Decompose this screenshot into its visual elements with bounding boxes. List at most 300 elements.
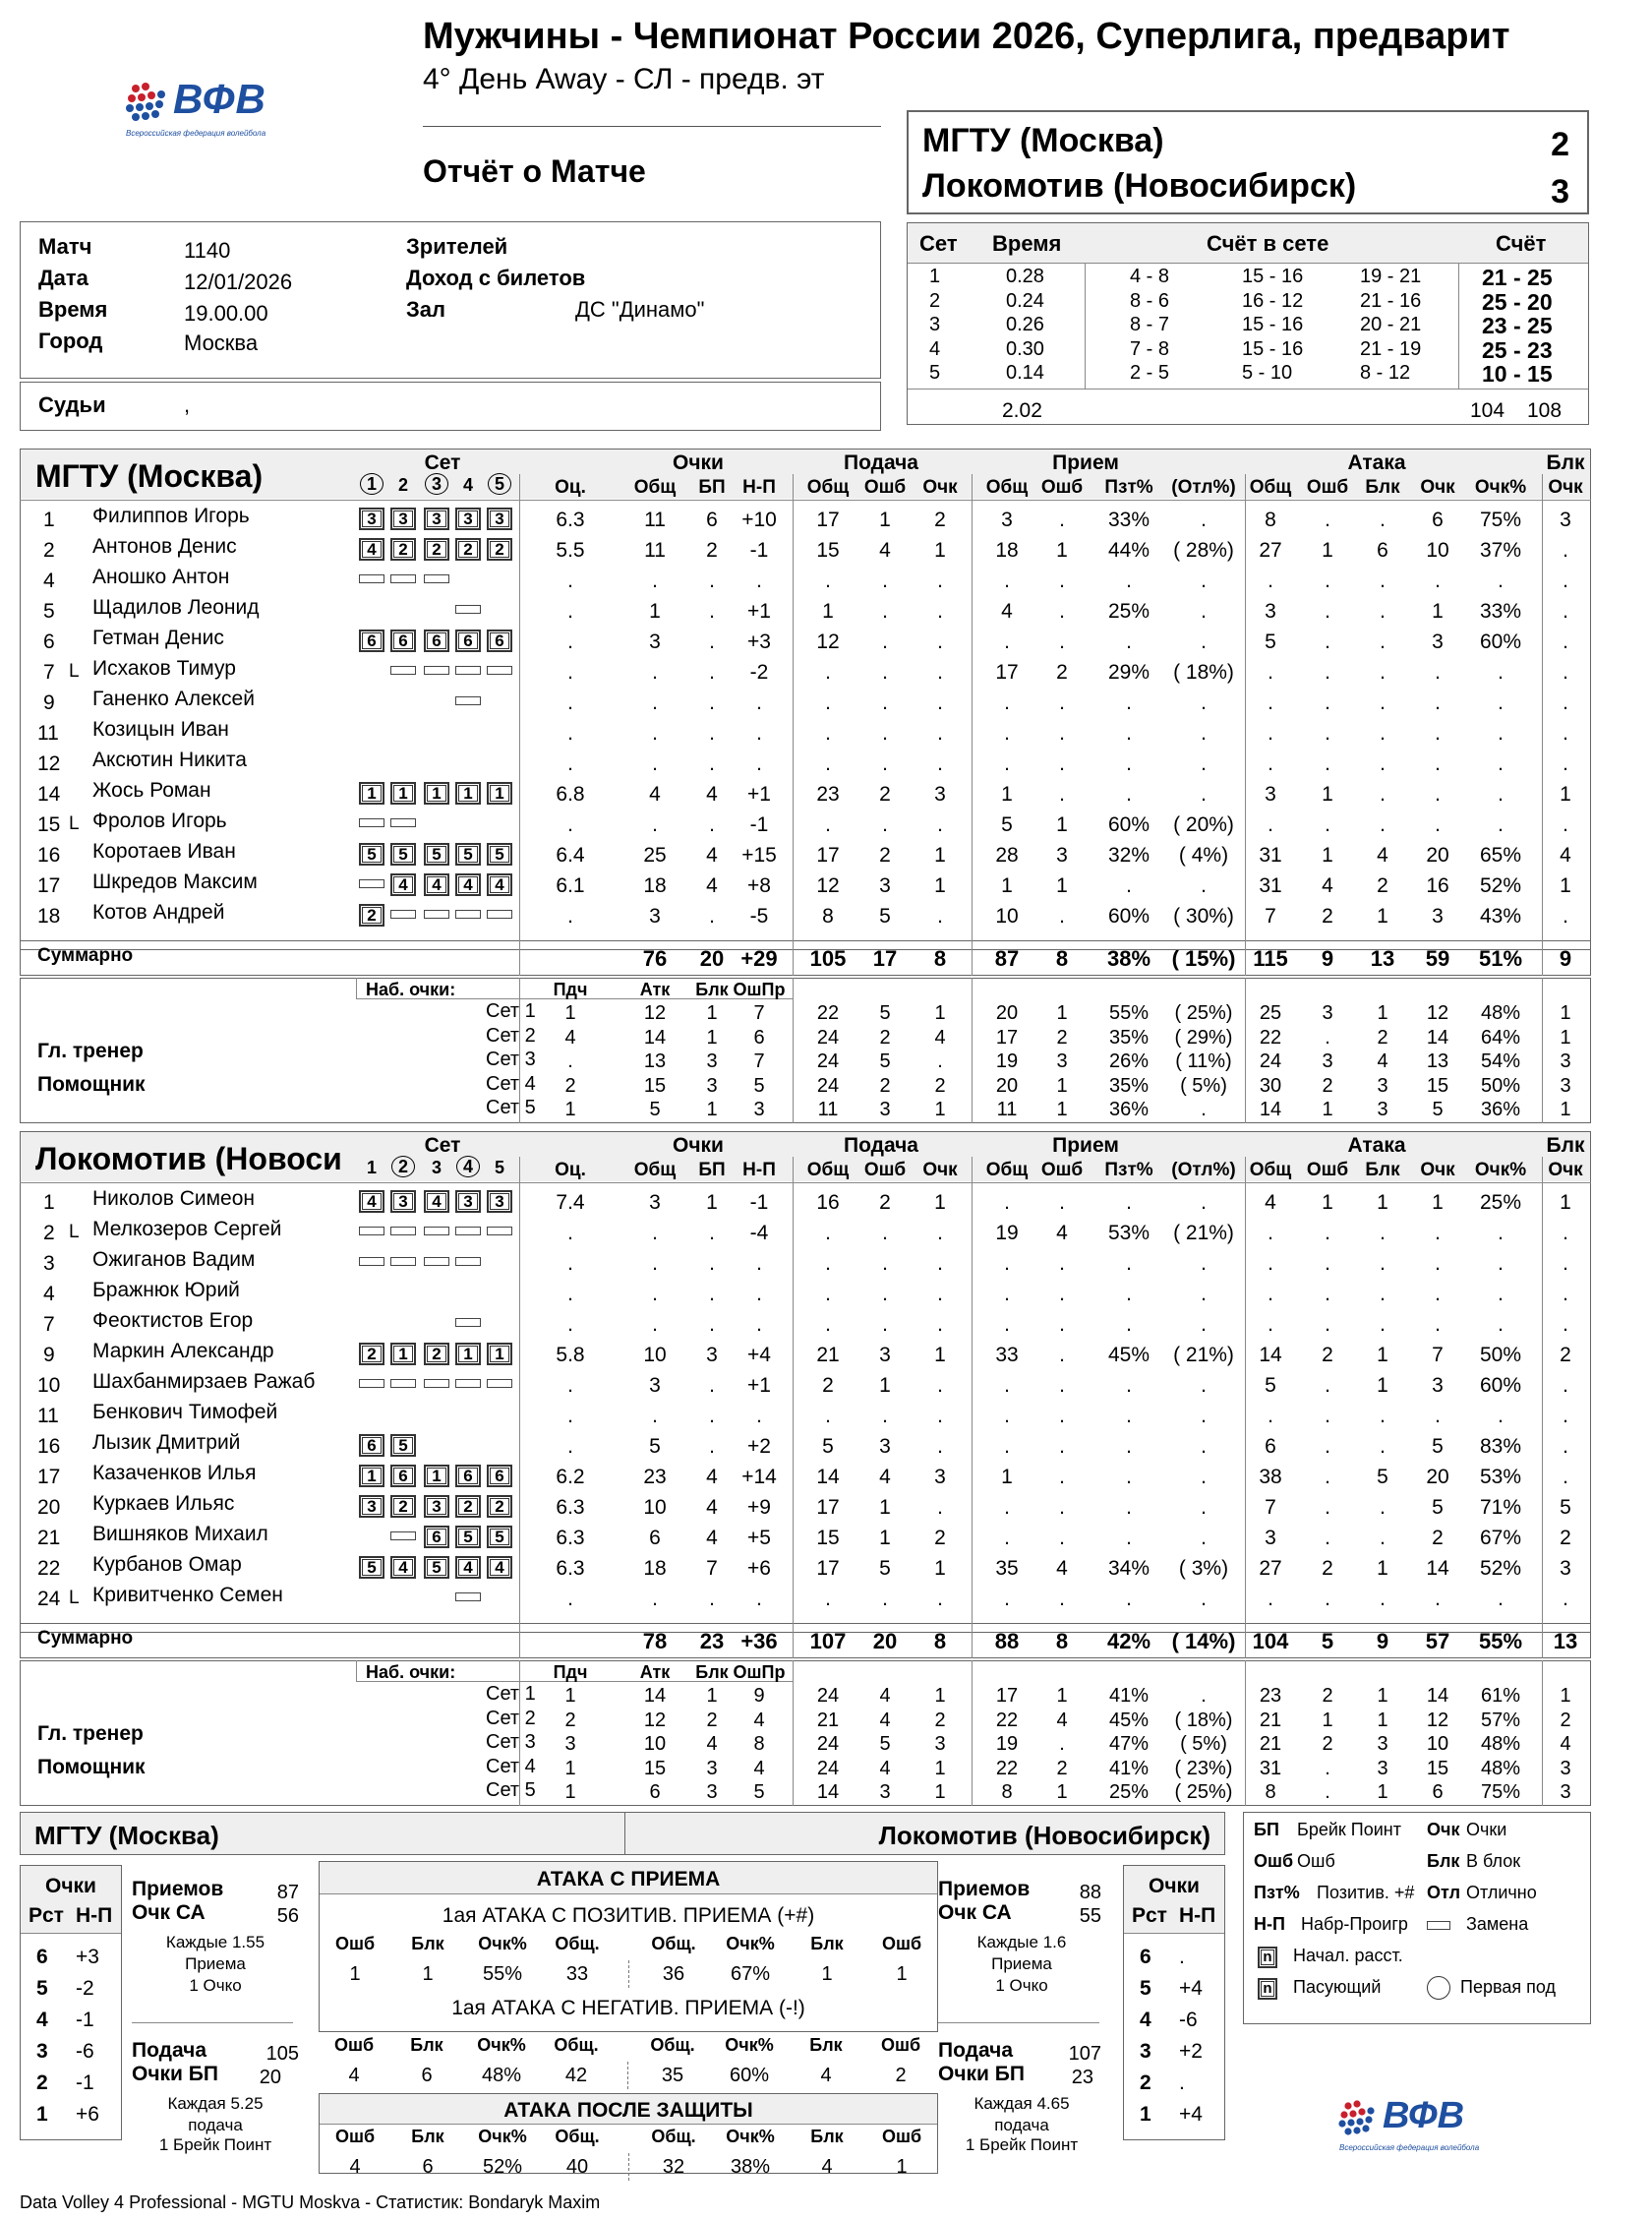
stat-cell: .: [882, 691, 888, 714]
player-name: Вишняков Михаил: [92, 1523, 268, 1545]
col-group: Атака: [1347, 451, 1406, 474]
legend-key: Н-П: [1254, 1914, 1285, 1934]
set-detail-cell: 3: [1377, 1757, 1388, 1779]
stat-cell: 5.8: [556, 1344, 585, 1366]
set-detail-cell: 8: [753, 1733, 765, 1755]
stat-cell: .: [1325, 570, 1330, 592]
set-detail-cell: 47%: [1108, 1733, 1150, 1755]
stat-cell: 32%: [1107, 844, 1150, 867]
set-detail-cell: 3: [1322, 1002, 1333, 1024]
sets-col-setscore: Счёт в сете: [1207, 231, 1329, 256]
set-score-21: 19 - 21: [1360, 266, 1422, 287]
header-line: [20, 1182, 1591, 1183]
stat-cell: .: [1380, 1435, 1386, 1458]
stat-cell: .: [709, 661, 715, 684]
set-detail-cell: 13: [1426, 1050, 1449, 1072]
start-position: 4: [359, 538, 384, 561]
stat-cell: .: [1435, 1222, 1441, 1244]
substitution-marker: [424, 574, 449, 583]
stat-cell: 28: [995, 844, 1019, 867]
set-detail-cell: 2: [1377, 1026, 1388, 1049]
stat-cell: .: [937, 813, 943, 836]
set-detail-cell: 5: [1432, 1099, 1444, 1120]
substitution-marker: [455, 910, 481, 919]
att-head: Блк: [411, 2127, 444, 2146]
set-detail-cell: 2: [1056, 1757, 1068, 1779]
total-cell: 20: [872, 1629, 898, 1653]
stat-cell: .: [882, 630, 888, 653]
rotation-np: +4: [1179, 2103, 1203, 2126]
set-detail-cell: .: [937, 1050, 943, 1072]
stat-cell: +1: [747, 600, 771, 623]
stat-cell: .: [1435, 752, 1441, 775]
col-divider: [793, 940, 794, 976]
stat-cell: .: [1201, 1496, 1207, 1519]
col-head: Общ: [985, 1160, 1029, 1180]
stat-cell: .: [1563, 1222, 1568, 1244]
stat-cell: .: [709, 1222, 715, 1244]
stat-cell: 18: [995, 539, 1019, 562]
stat-cell: 44%: [1107, 539, 1150, 562]
stat-cell: .: [937, 1252, 943, 1275]
set-detail-cell: 3: [1377, 1099, 1388, 1120]
set-detail-cell: 4: [879, 1709, 891, 1731]
stat-cell: .: [1059, 1252, 1065, 1275]
total-label: Суммарно: [37, 1628, 134, 1649]
stat-cell: .: [1201, 752, 1207, 775]
set-detail-cell: 3: [564, 1733, 576, 1755]
rotation-number: 1: [1140, 2103, 1151, 2126]
rotation-number: 4: [1140, 2009, 1151, 2031]
set-detail-cell: 22: [995, 1709, 1019, 1731]
set-detail-cell: 10: [643, 1733, 667, 1755]
col-head: Н-П: [742, 1160, 776, 1180]
stat-cell: .: [1268, 813, 1273, 836]
stat-cell: .: [1004, 1527, 1010, 1549]
set-detail-cell: 2: [934, 1709, 946, 1731]
stat-cell: 1: [879, 1527, 891, 1549]
stat-cell: ( 28%): [1173, 539, 1234, 562]
col-group: Подача: [843, 451, 918, 474]
away-rotation-points: [1123, 1865, 1225, 2140]
att-head: Ошб: [334, 2127, 376, 2146]
total-cell: 17: [872, 946, 898, 971]
stat-cell: .: [567, 1374, 573, 1397]
stat-cell: .: [756, 722, 762, 745]
set-detail-cell: 20: [995, 1002, 1019, 1024]
rotation-number: 3: [36, 2040, 48, 2063]
referees: [20, 382, 881, 431]
stat-cell: .: [1563, 1435, 1568, 1458]
stat-cell: 6.8: [556, 783, 585, 806]
col-head: БП: [698, 477, 726, 498]
stat-cell: +1: [747, 783, 771, 806]
stat-cell: .: [882, 1588, 888, 1610]
set-detail-cell: ( 25%): [1174, 1002, 1233, 1024]
start-position: 3: [424, 1495, 449, 1518]
stat-cell: 2: [1056, 661, 1068, 684]
stat-cell: .: [1380, 1313, 1386, 1336]
stat-cell: 3: [1001, 509, 1013, 531]
att-head: Общ.: [555, 2127, 600, 2146]
away-so-label: Очк СА: [938, 1901, 1012, 1924]
stat-cell: 7: [706, 1557, 718, 1580]
legend-text: Ошб: [1297, 1851, 1335, 1871]
col-head: Очк%: [1474, 477, 1527, 498]
start-position: 6: [487, 630, 512, 652]
set-detail-cell: 48%: [1480, 1002, 1521, 1024]
stat-cell: .: [1498, 722, 1504, 745]
set-detail-cell: 48%: [1480, 1757, 1521, 1779]
bp-head: Блк: [695, 980, 729, 999]
stat-cell: 1: [1001, 783, 1013, 806]
stat-cell: ( 21%): [1173, 1222, 1234, 1244]
col-divider: [519, 940, 520, 976]
stat-cell: 1: [1056, 874, 1068, 897]
stat-cell: 3: [1560, 509, 1571, 531]
set-detail-label: Сет 1: [486, 1000, 536, 1022]
stat-cell: 1: [649, 600, 661, 623]
substitution-marker: [455, 1592, 481, 1601]
substitution-marker: [390, 666, 416, 675]
stat-cell: .: [1201, 1283, 1207, 1305]
home-sideout-summary: [132, 1878, 299, 2154]
set-col-num: 3: [431, 1158, 442, 1177]
stat-cell: 52%: [1479, 1557, 1522, 1580]
total-cell: 76: [642, 946, 668, 971]
stat-cell: 6: [1432, 509, 1444, 531]
col-divider: [972, 940, 973, 976]
stat-cell: ( 30%): [1173, 905, 1234, 928]
set-detail-label: Сет 5: [486, 1097, 536, 1118]
player-name: Шахбанмирзаев Ражаб: [92, 1370, 316, 1393]
stat-cell: .: [1126, 1466, 1132, 1488]
set-detail-cell: ( 23%): [1174, 1757, 1233, 1779]
set-detail-cell: 31: [1259, 1757, 1282, 1779]
total-label: Суммарно: [37, 945, 134, 966]
bp-head: Атк: [639, 1662, 671, 1682]
sets-col-time: Время: [992, 231, 1062, 256]
player-name: Аксютин Никита: [92, 749, 247, 771]
away-sets-won: 3: [1551, 173, 1569, 210]
stat-cell: 34%: [1107, 1557, 1150, 1580]
stat-cell: .: [1325, 1374, 1330, 1397]
stat-cell: .: [825, 722, 831, 745]
player-name: Жось Роман: [92, 779, 211, 802]
stat-cell: .: [1059, 1344, 1065, 1366]
set-detail-cell: 4: [753, 1709, 765, 1731]
substitution-marker: [487, 666, 512, 675]
stat-cell: +1: [747, 1374, 771, 1397]
set-number: 5: [929, 362, 941, 384]
away-rot-col-r: Рст: [1132, 1904, 1167, 1927]
stat-cell: .: [1325, 1588, 1330, 1610]
stat-cell: .: [567, 600, 573, 623]
stat-cell: 3: [649, 1191, 661, 1214]
stat-cell: 2: [934, 509, 946, 531]
home-so-text1: Приема: [185, 1954, 246, 1973]
stat-cell: 1: [934, 874, 946, 897]
set-detail-cell: 1: [934, 1099, 946, 1120]
col-group: Блк: [1546, 1134, 1585, 1157]
set-number: 1: [929, 266, 941, 287]
substitution-marker: [359, 1257, 384, 1266]
col-head: Очк: [922, 1160, 958, 1180]
col-divider: [1245, 940, 1246, 976]
player-number: 7: [43, 1313, 55, 1336]
total-cell: 115: [1253, 946, 1288, 971]
stat-cell: .: [882, 661, 888, 684]
stat-cell: .: [1201, 600, 1207, 623]
set-score-21: 20 - 21: [1360, 314, 1422, 335]
set-detail-cell: 12: [643, 1709, 667, 1731]
home-so: 56: [276, 1905, 299, 1927]
assistant-label: Помощник: [37, 1756, 146, 1778]
col-group: Атака: [1347, 1134, 1406, 1157]
rotation-np: +3: [76, 1946, 99, 1968]
player-number: 11: [37, 722, 59, 745]
start-position: 1: [487, 1343, 512, 1365]
stat-cell: .: [1268, 752, 1273, 775]
stat-cell: .: [1268, 1313, 1273, 1336]
stat-cell: +14: [741, 1466, 777, 1488]
stat-cell: .: [882, 600, 888, 623]
stat-cell: .: [1380, 1222, 1386, 1244]
col-head: Блк: [1365, 477, 1400, 498]
stat-cell: 3: [649, 1374, 661, 1397]
att-head: Ошб: [880, 2035, 921, 2055]
home-bp-text1: подача: [188, 2116, 243, 2134]
set-score-16: 15 - 16: [1242, 266, 1304, 287]
set-detail-cell: 14: [643, 1026, 667, 1049]
stat-cell: .: [652, 1252, 658, 1275]
att-value: 1: [349, 1963, 361, 1985]
stat-cell: .: [1498, 1222, 1504, 1244]
stat-cell: 17: [816, 1496, 840, 1519]
set-score-21: 21 - 19: [1360, 337, 1422, 360]
stat-cell: .: [1268, 691, 1273, 714]
col-head: Очк: [1420, 477, 1455, 498]
stat-cell: .: [882, 813, 888, 836]
start-position: 4: [487, 873, 512, 896]
stat-cell: 2: [879, 1191, 891, 1214]
stat-cell: .: [825, 1222, 831, 1244]
stat-cell: 5: [879, 905, 891, 928]
substitution-marker: [390, 1227, 416, 1235]
start-position: 3: [359, 1495, 384, 1518]
away-so-every: Каждые 1.6: [976, 1933, 1067, 1951]
rotation-number: 5: [36, 1977, 48, 2000]
stat-cell: 6.3: [556, 1557, 585, 1580]
stat-cell: .: [1201, 1588, 1207, 1610]
set-start-circle: 3: [425, 473, 448, 495]
sets-col-set: Сет: [919, 231, 958, 256]
stat-cell: .: [1380, 752, 1386, 775]
start-position: 2: [455, 538, 481, 561]
stat-cell: ( 18%): [1173, 661, 1234, 684]
start-position: 3: [359, 508, 384, 530]
start-position: 4: [487, 1556, 512, 1579]
stat-cell: .: [1004, 1496, 1010, 1519]
stat-cell: .: [825, 1313, 831, 1336]
bp-head: Атк: [639, 980, 671, 999]
match-number: 1140: [184, 238, 231, 263]
set-detail-cell: 9: [753, 1685, 765, 1707]
stat-cell: .: [937, 752, 943, 775]
stat-cell: .: [1059, 570, 1065, 592]
att-head: Общ.: [651, 1934, 696, 1953]
set-detail-cell: 20: [995, 1074, 1019, 1097]
start-position: 3: [390, 508, 416, 530]
att-head: Общ.: [554, 2035, 599, 2055]
set-detail-cell: 1: [564, 1099, 576, 1120]
start-position: 6: [424, 1526, 449, 1548]
stat-cell: +6: [747, 1557, 771, 1580]
set-detail-cell: 3: [879, 1781, 891, 1803]
set-detail-cell: 14: [1426, 1685, 1449, 1707]
total-cell: +29: [740, 946, 778, 971]
start-position: 2: [455, 1495, 481, 1518]
stat-cell: .: [1059, 1313, 1065, 1336]
set-detail-cell: .: [1059, 1733, 1065, 1755]
stat-cell: 6.2: [556, 1466, 585, 1488]
total-cell: 8: [1055, 1629, 1069, 1653]
set-detail-cell: 36%: [1480, 1099, 1521, 1120]
player-number: 2: [43, 1222, 55, 1244]
col-group: Прием: [1052, 1134, 1119, 1157]
start-position: 3: [424, 508, 449, 530]
home-rotation-points: [20, 1865, 122, 2140]
set-detail-cell: 3: [1322, 1050, 1333, 1072]
total-cell: ( 15%): [1171, 946, 1236, 971]
att-head: Ошб: [881, 1934, 922, 1953]
stat-cell: 18: [643, 874, 667, 897]
substitution-marker: [455, 605, 481, 614]
start-position: 5: [390, 843, 416, 866]
stat-cell: 10: [643, 1344, 667, 1366]
player-name: Фролов Игорь: [92, 810, 227, 832]
stat-cell: 1: [1432, 1191, 1444, 1214]
stat-cell: .: [825, 661, 831, 684]
set-detail-cell: 19: [995, 1733, 1019, 1755]
home-recv: 87: [276, 1882, 299, 1903]
stat-cell: .: [567, 630, 573, 653]
stat-cell: 2: [1322, 1344, 1333, 1366]
total-cell: 38%: [1106, 946, 1151, 971]
stat-cell: 1: [1377, 905, 1388, 928]
stat-cell: .: [1498, 570, 1504, 592]
stat-cell: .: [937, 905, 943, 928]
set-score-16: 15 - 16: [1242, 314, 1304, 335]
away-serve: 107: [1068, 2043, 1101, 2065]
stat-cell: .: [1059, 1435, 1065, 1458]
set-number: 2: [929, 289, 941, 312]
stat-cell: 3: [1265, 1527, 1276, 1549]
away-recv: 88: [1079, 1882, 1101, 1903]
player-number: 1: [43, 1191, 55, 1214]
vfv-logo-text: ВФВ: [173, 76, 266, 122]
stat-cell: .: [1126, 1313, 1132, 1336]
set-detail-cell: 3: [879, 1099, 891, 1120]
footer: Data Volley 4 Professional - MGTU Moskva - Статистик: Bondaryk Maxim: [20, 2192, 601, 2212]
bp-label: Наб. очки:: [366, 1662, 456, 1682]
att-head: Блк: [810, 2127, 844, 2146]
player-name: Бражнюк Юрий: [92, 1279, 240, 1301]
stat-cell: .: [937, 570, 943, 592]
stat-cell: 43%: [1479, 905, 1522, 928]
set-detail-cell: 57%: [1480, 1709, 1521, 1731]
start-position: 1: [390, 782, 416, 805]
away-bp: 23: [1071, 2067, 1093, 2088]
att-value: 1: [821, 1963, 833, 1985]
stat-cell: .: [709, 1252, 715, 1275]
set-detail-cell: 24: [1259, 1050, 1282, 1072]
set-col-num: 4: [462, 475, 473, 495]
away-bp-every: Каждая 4.65: [974, 2094, 1070, 2113]
set-detail-cell: 5: [879, 1050, 891, 1072]
stat-cell: .: [1563, 1283, 1568, 1305]
legend-text: Замена: [1466, 1914, 1529, 1934]
stat-cell: 17: [995, 661, 1019, 684]
stat-cell: +9: [747, 1496, 771, 1519]
stat-cell: .: [937, 1283, 943, 1305]
stat-cell: 4: [879, 539, 891, 562]
set-detail-cell: 14: [1426, 1026, 1449, 1049]
player-name: Гетман Денис: [92, 627, 224, 649]
stat-cell: .: [1563, 1374, 1568, 1397]
stat-cell: .: [1004, 1313, 1010, 1336]
set-final-score: 23 - 25: [1482, 313, 1553, 338]
set-score-8: 8 - 6: [1130, 289, 1170, 312]
att-head: Очк%: [725, 2035, 774, 2055]
col-head: Общ: [806, 1160, 850, 1180]
libero-mark: L: [69, 661, 80, 682]
stat-cell: .: [1435, 1283, 1441, 1305]
home-serve-label: Подача: [132, 2039, 207, 2062]
stat-cell: .: [1563, 722, 1568, 745]
sets-total-away: 108: [1527, 399, 1563, 422]
start-position: 6: [487, 1465, 512, 1487]
stat-cell: .: [882, 1405, 888, 1427]
set-detail-cell: 1: [1322, 1709, 1333, 1731]
stat-cell: .: [652, 1222, 658, 1244]
stat-cell: .: [1201, 722, 1207, 745]
set-detail-cell: 14: [816, 1781, 840, 1803]
stat-cell: .: [1201, 570, 1207, 592]
set-detail-label: Сет 5: [486, 1779, 536, 1801]
stat-cell: 1: [934, 1344, 946, 1366]
assistant-label: Помощник: [37, 1073, 146, 1096]
stat-cell: -1: [749, 1191, 769, 1214]
col-head: Общ: [806, 477, 850, 498]
substitution-marker: [390, 910, 416, 919]
start-position: 2: [359, 1343, 384, 1365]
col-divider: [519, 1623, 520, 1658]
stat-cell: 16: [816, 1191, 840, 1214]
att-value: 55%: [482, 1963, 523, 1985]
col-head: Пзт%: [1104, 477, 1153, 498]
substitution-marker: [390, 574, 416, 583]
stat-cell: 3: [1265, 783, 1276, 806]
set-detail-cell: 12: [1426, 1002, 1449, 1024]
set-detail-cell: 2: [1322, 1685, 1333, 1707]
stat-cell: 75%: [1479, 509, 1522, 531]
col-head: Общ: [985, 477, 1029, 498]
set-detail-cell: 24: [816, 1074, 840, 1097]
home-rot-col-np: Н-П: [76, 1904, 113, 1927]
stat-cell: .: [709, 1374, 715, 1397]
set-detail-cell: 35%: [1108, 1026, 1150, 1049]
